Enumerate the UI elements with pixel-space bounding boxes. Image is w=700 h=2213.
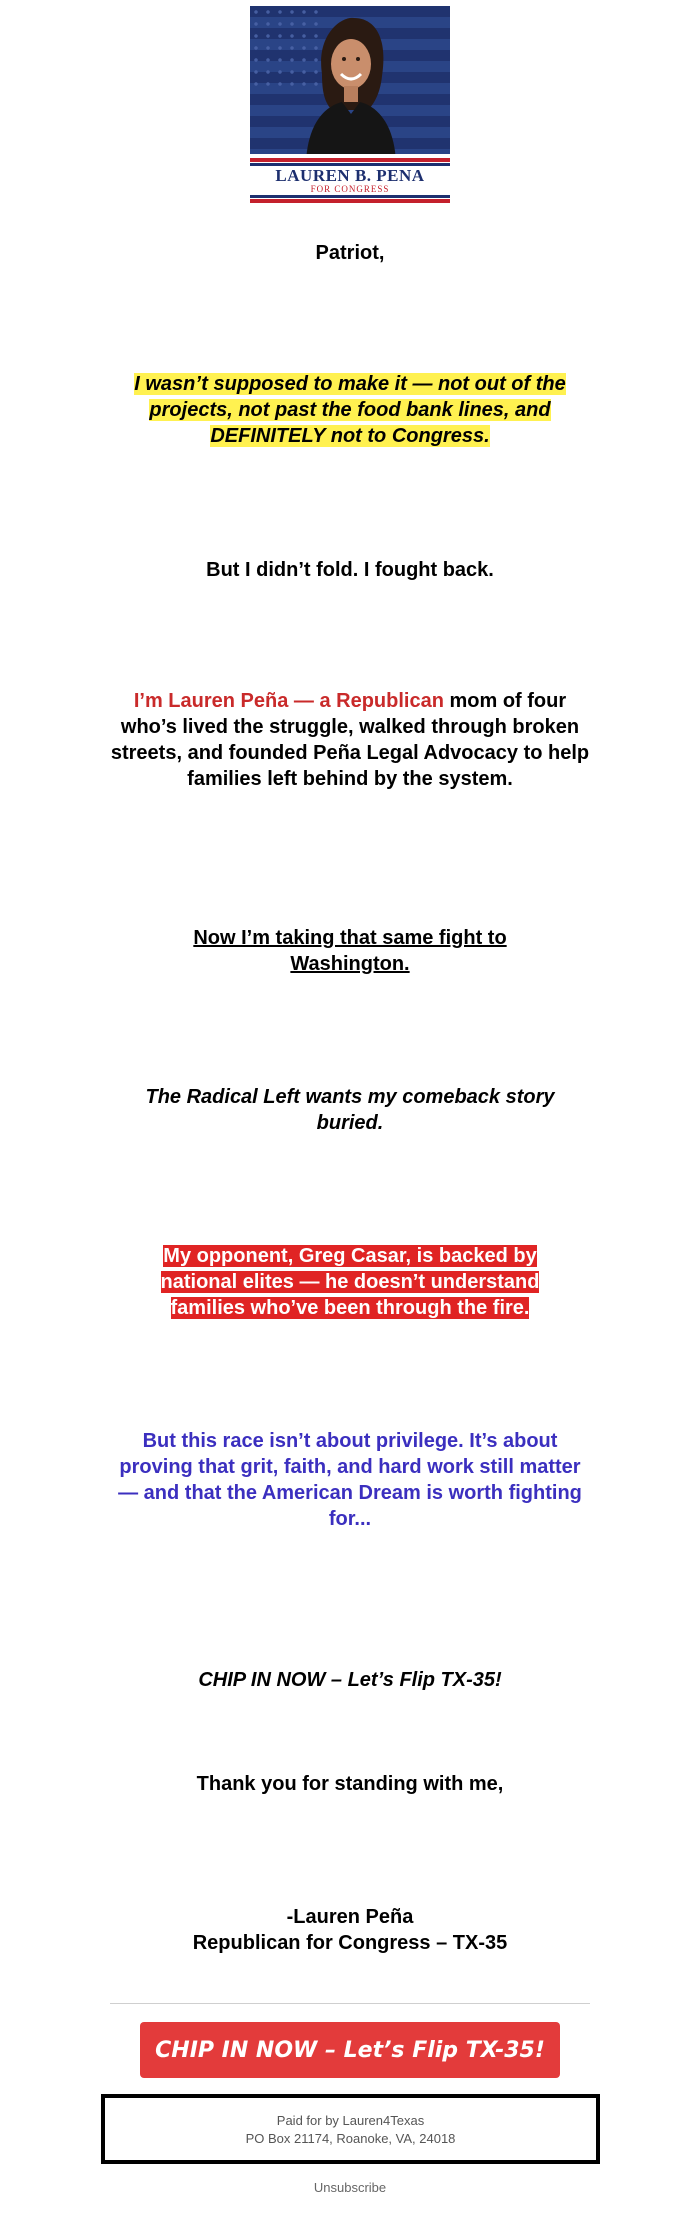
highlighted-intro-text: I wasn’t supposed to make it — not out of the projects, not past the food bank lines, and DEFINITELY not to Congress. — [134, 373, 566, 447]
divider — [110, 2003, 590, 2004]
washington-text: Now I’m taking that same fight to Washington. — [193, 927, 507, 975]
unsubscribe-link[interactable]: Unsubscribe — [313, 2180, 387, 2195]
signature-name: -Lauren Peña — [286, 1906, 414, 1928]
candidate-photo — [302, 14, 398, 162]
paragraph-fought-back: But I didn’t fold. I fought back. — [206, 559, 494, 581]
opponent-text: My opponent, Greg Casar, is backed by national elites — he doesn’t understand families who’ve been through the fire. — [160, 1245, 540, 1319]
candidate-subtitle: FOR CONGRESS — [310, 184, 390, 194]
paragraph-radical-left: The Radical Left wants my comeback story buried. — [145, 1086, 555, 1134]
paid-for-disclaimer — [101, 2094, 600, 2164]
bio-highlight: I’m Lauren Peña — a Republican — [133, 690, 444, 712]
candidate-header-image — [250, 6, 450, 204]
cta-text: CHIP IN NOW – Let’s Flip TX-35! — [198, 1669, 502, 1691]
candidate-name: LAUREN B. PENA — [275, 166, 425, 185]
mailing-address: PO Box 21174, Roanoke, VA, 24018 — [245, 2131, 456, 2146]
paid-for-text: Paid for by Lauren4Texas — [276, 2113, 425, 2128]
banner-bottom-red-line — [250, 199, 450, 203]
paragraph-american-dream: But this race isn’t about privilege. It’s about proving that grit, faith, and hard work still matter — and that the American Dream is worth fighting for... — [118, 1430, 582, 1530]
bio-text: mom of four who’s lived the struggle, walked through broken streets, and founded Peña Legal Advocacy to help families left behind by the system. — [110, 690, 590, 790]
paragraph-intro — [105, 371, 595, 449]
paragraph-bio — [105, 688, 595, 792]
chip-in-button-label: CHIP IN NOW – Let’s Flip TX-35! — [155, 2037, 545, 2063]
thanks-text: Thank you for standing with me, — [196, 1773, 504, 1795]
paragraph-washington — [160, 925, 540, 977]
chip-in-button[interactable] — [140, 2022, 560, 2078]
banner-bottom-blue-line — [250, 195, 450, 198]
banner-red-line — [250, 158, 450, 162]
paragraph-opponent — [130, 1243, 570, 1321]
greeting: Patriot, — [315, 242, 385, 264]
signature-title: Republican for Congress – TX-35 — [192, 1932, 508, 1954]
